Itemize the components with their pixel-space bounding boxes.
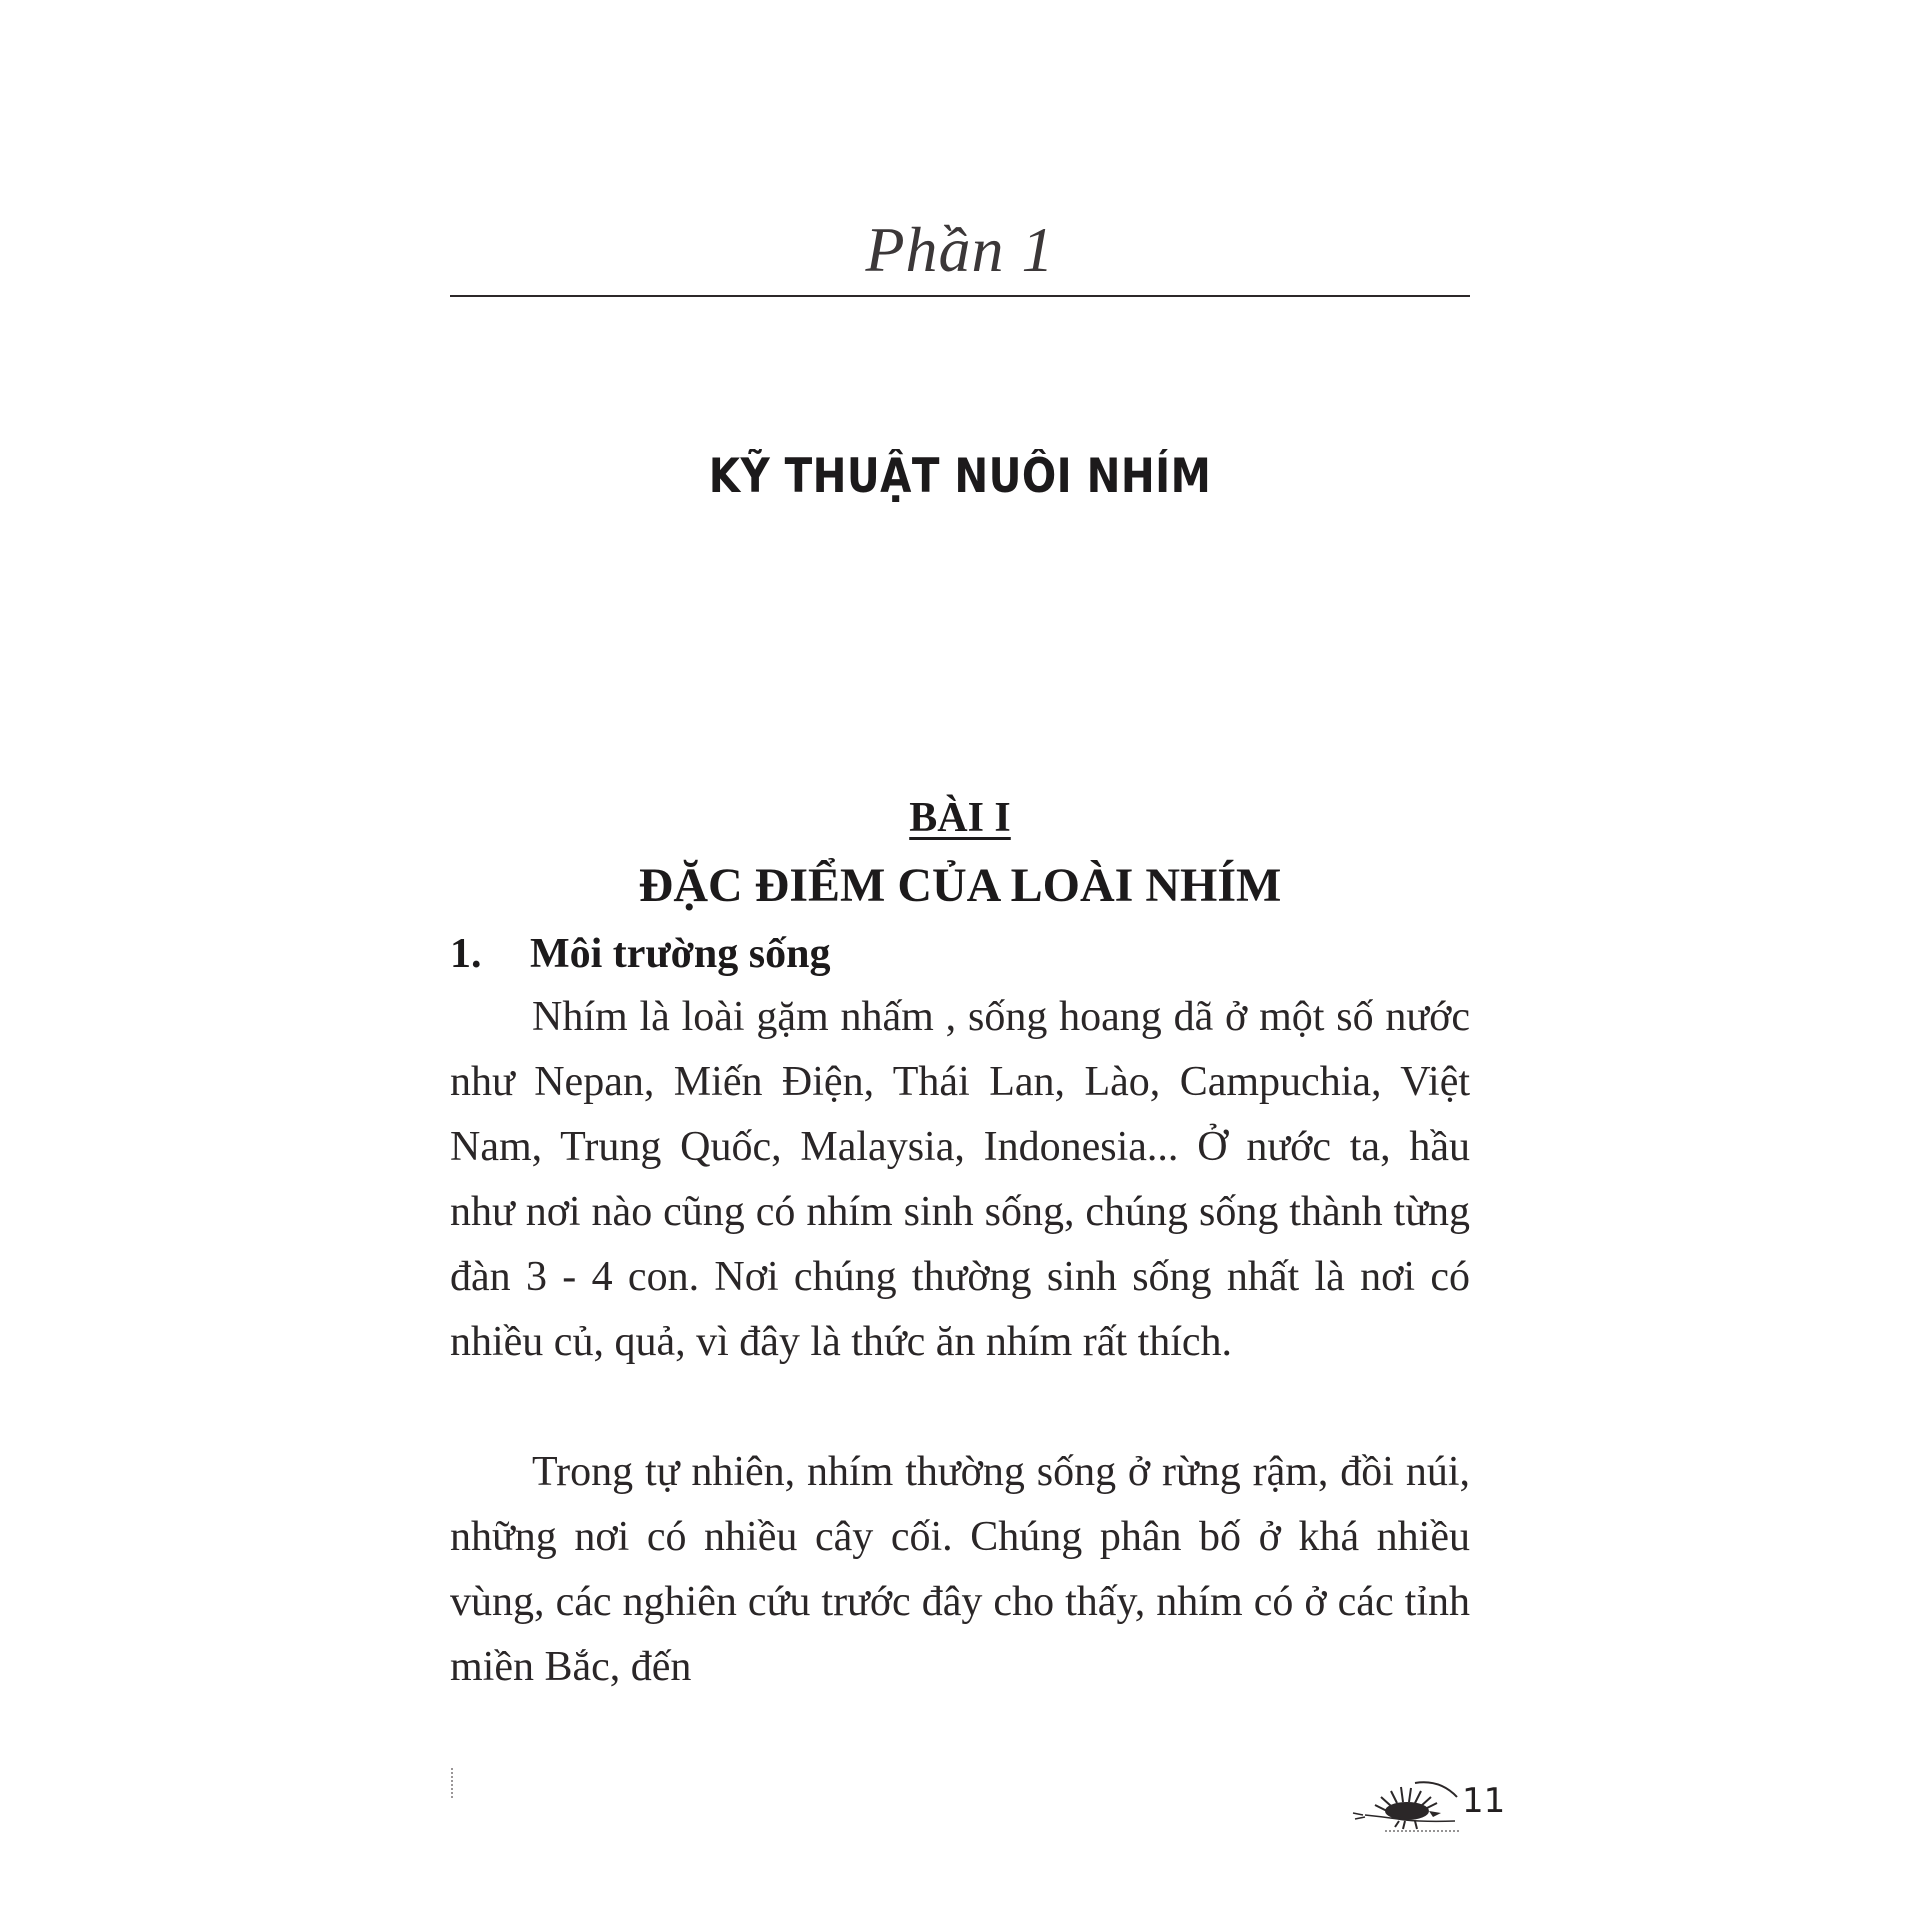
paragraph-1: Nhím là loài gặm nhấm , sống hoang dã ở một số nước như Nepan, Miến Điện, Thái Lan, Lào, Campuchia, Việt Nam, Trung Quốc, Malaysia, Indonesia... Ở nước ta, hầu như nơi nào cũng có nhím sinh sống, chúng sống thành từng đàn 3 - 4 con. Nơi chúng thường sinh sống nhất là nơi có nhiều củ, quả, vì đây là thức ăn nhím rất thích. — [450, 994, 1470, 1365]
lesson-label-text: BÀI I — [909, 795, 1011, 841]
section-title: Môi trường sống — [530, 931, 831, 977]
page-folio — [1345, 1775, 1506, 1835]
book-title: KỸ THUẬT NUÔI NHÍM — [708, 449, 1212, 504]
margin-mark — [451, 1768, 456, 1798]
paragraph-2: Trong tự nhiên, nhím thường sống ở rừng rậm, đồi núi, những nơi có nhiều cây cối. Chúng phân bố ở khá nhiều vùng, các nghiên cứu trước đây cho thấy, nhím có ở các tỉnh miền Bắc, đến — [450, 1449, 1470, 1690]
part-divider — [450, 295, 1470, 297]
section-heading — [450, 922, 1470, 986]
lesson-title: ĐẶC ĐIỂM CỦA LOÀI NHÍM — [638, 859, 1282, 912]
section-number: 1. — [450, 931, 482, 977]
part-title: Phần 1 — [865, 214, 1055, 285]
page-number: 11 — [1462, 1781, 1506, 1821]
lesson-label — [450, 790, 1470, 846]
porcupine-ornament-icon — [1345, 1775, 1463, 1835]
